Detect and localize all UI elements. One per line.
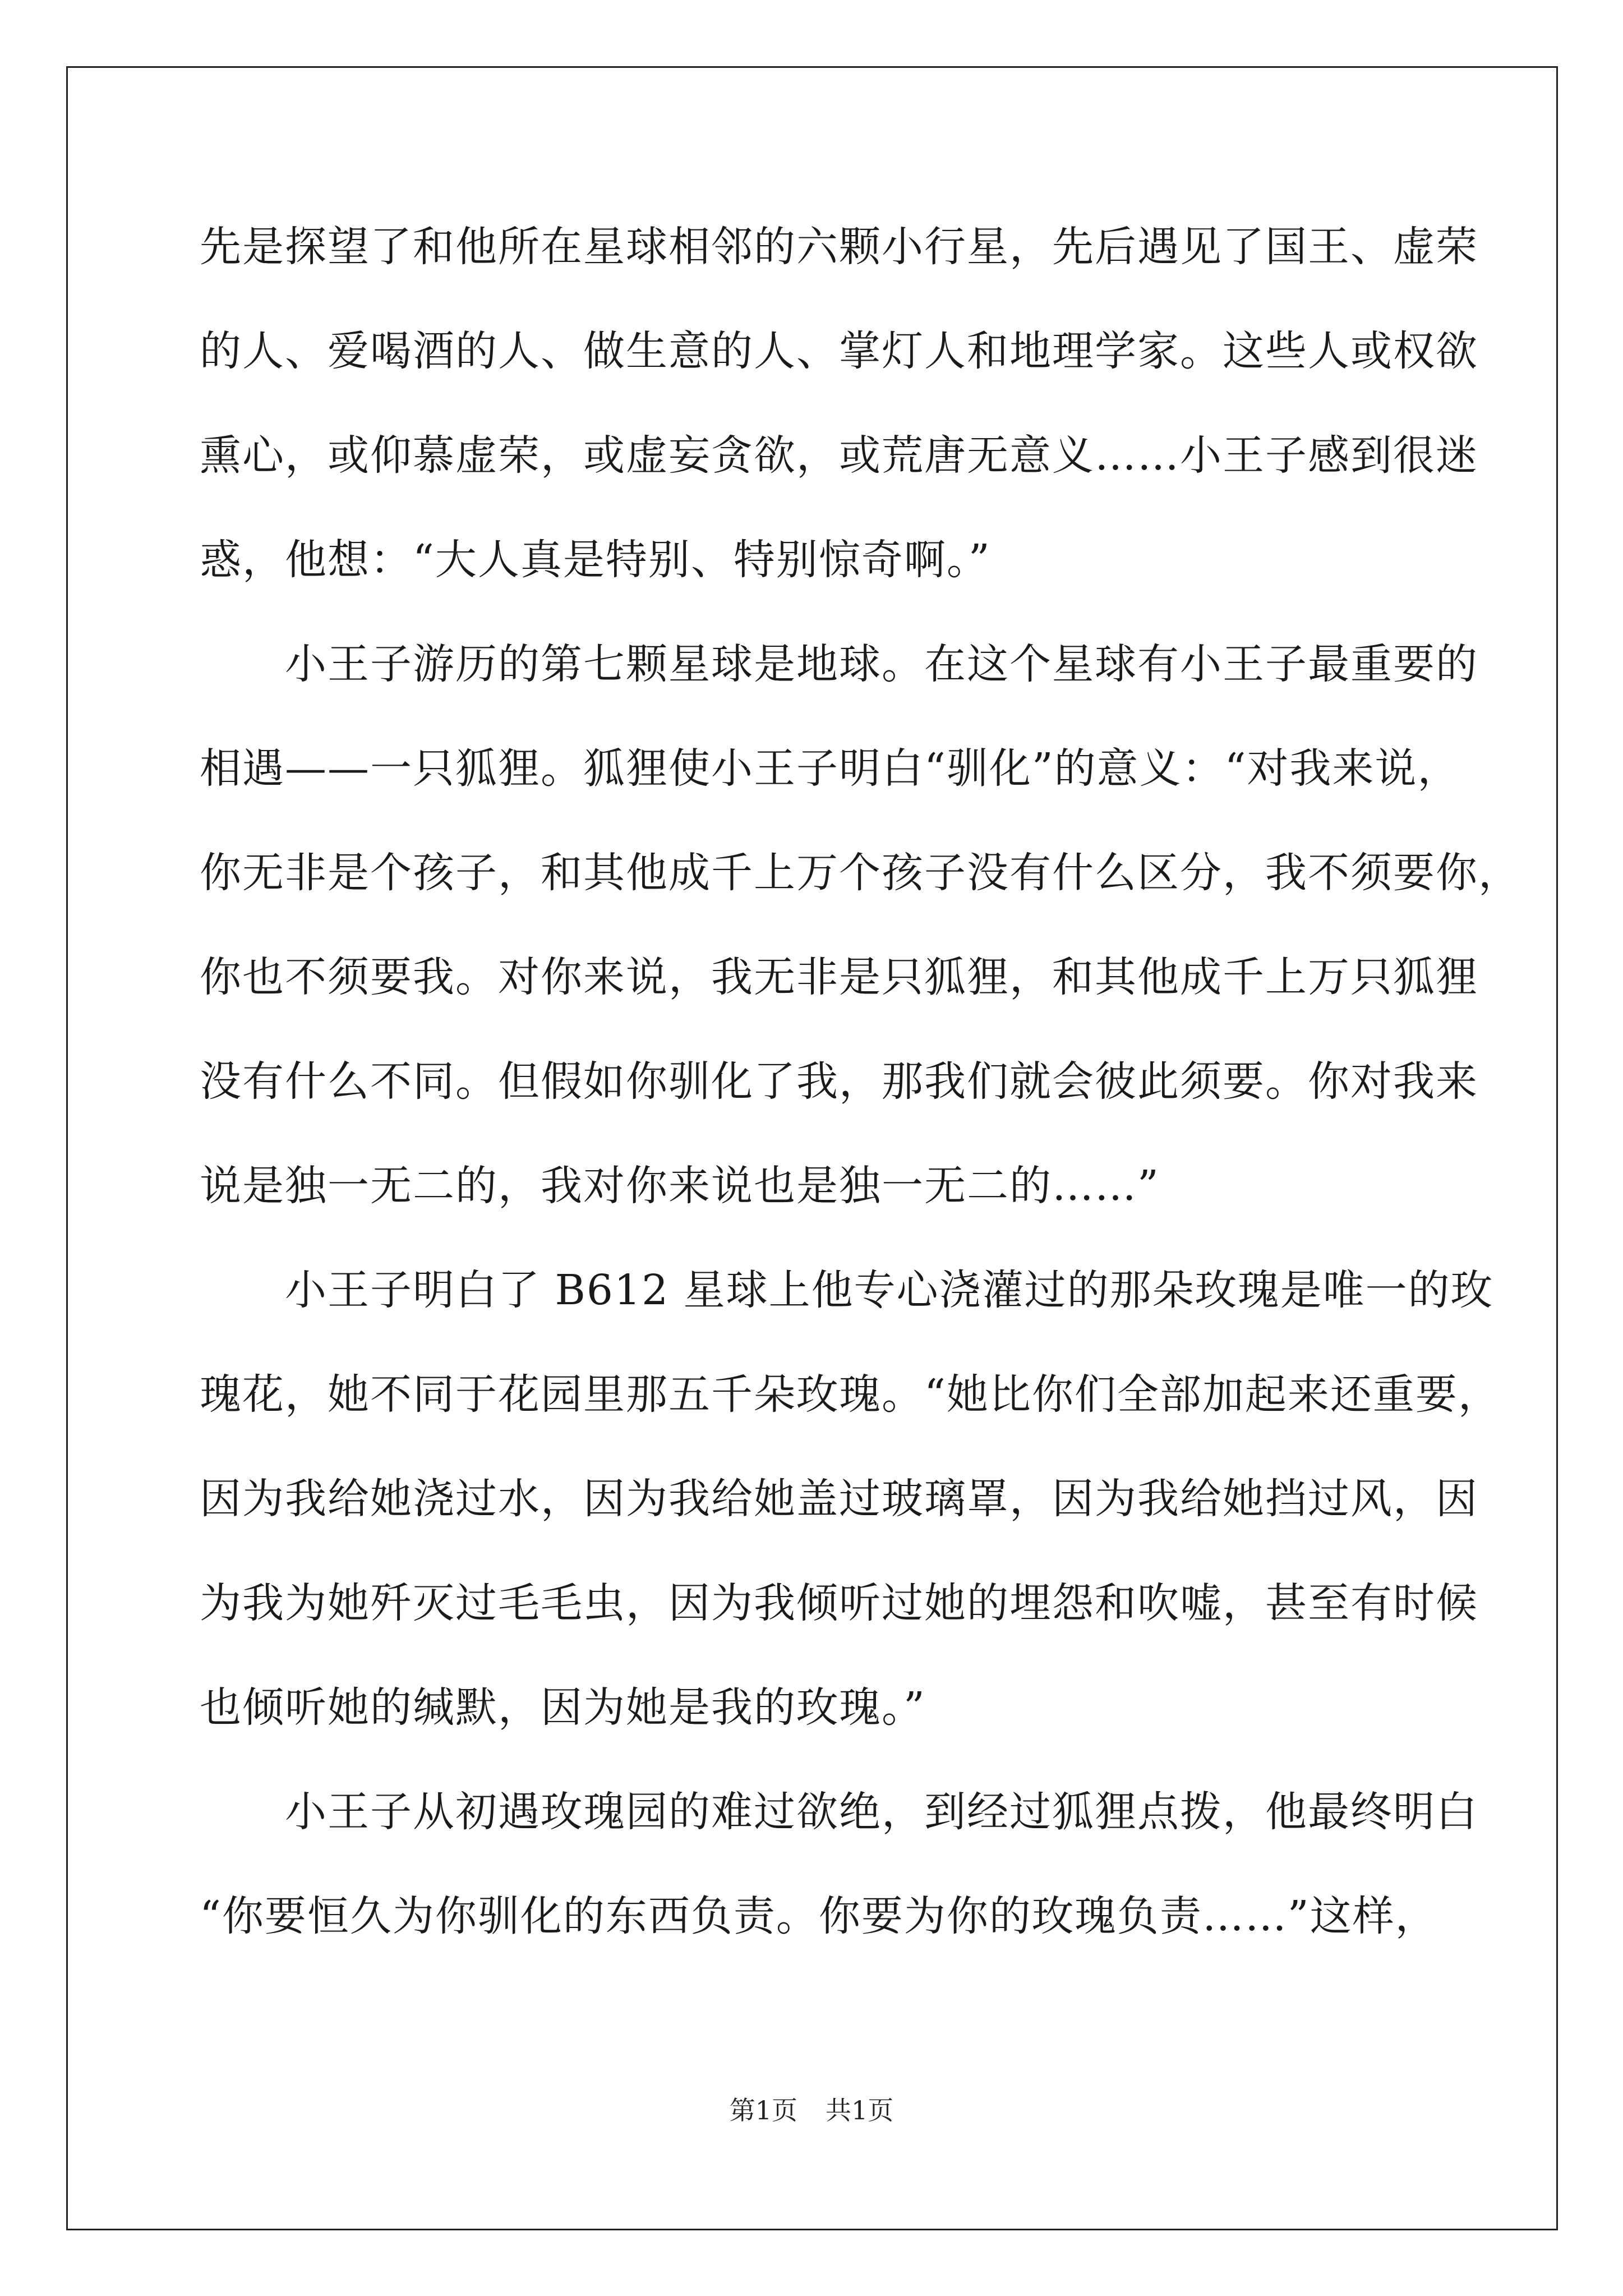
page-footer (0, 2093, 1623, 2127)
text-line: 为我为她歼灭过毛毛虫，因为我倾听过她的埋怨和吹嘘，甚至有时候 (200, 1579, 1478, 1627)
text-line: 的人、爱喝酒的人、做生意的人、掌灯人和地理学家。这些人或权欲 (200, 327, 1478, 375)
text-line: 你也不须要我。对你来说，我无非是只狐狸，和其他成千上万只狐狸 (200, 953, 1478, 1001)
page-number: 第1页 (729, 2095, 797, 2125)
text-line: 也倾听她的缄默，因为她是我的玫瑰。” (200, 1683, 926, 1732)
text-line: 相遇——一只狐狸。狐狸使小王子明白“驯化”的意义：“对我来说， (200, 744, 1460, 793)
text-line: 你无非是个孩子，和其他成千上万个孩子没有什么区分，我不须要你， (200, 849, 1521, 897)
text-line: “你要恒久为你驯化的东西负责。你要为你的玫瑰负责……”这样， (200, 1892, 1438, 1940)
text-line: 没有什么不同。但假如你驯化了我，那我们就会彼此须要。你对我来 (200, 1057, 1478, 1106)
text-line: 因为我给她浇过水，因为我给她盖过玻璃罩，因为我给她挡过风，因 (200, 1475, 1478, 1523)
text-line: 瑰花，她不同于花园里那五千朵玫瑰。“她比你们全部加起来还重要， (200, 1370, 1501, 1419)
document-body (200, 213, 1521, 1987)
text-line: 小王子明白了 B612 星球上他专心浇灌过的那朵玫瑰是唯一的玫 (200, 1266, 1493, 1314)
text-line: 说是独一无二的，我对你来说也是独一无二的……” (200, 1162, 1160, 1210)
text-line: 小王子从初遇玫瑰园的难过欲绝，到经过狐狸点拨，他最终明白 (200, 1788, 1478, 1836)
text-line: 先是探望了和他所在星球相邻的六颗小行星，先后遇见了国王、虚荣 (200, 223, 1478, 271)
text-line: 小王子游历的第七颗星球是地球。在这个星球有小王子最重要的 (200, 640, 1478, 688)
text-line: 熏心，或仰慕虚荣，或虚妄贪欲，或荒唐无意义……小王子感到很迷 (200, 431, 1478, 480)
page-total: 共1页 (826, 2095, 894, 2125)
text-line: 惑，他想：“大人真是特别、特别惊奇啊。” (200, 536, 991, 584)
